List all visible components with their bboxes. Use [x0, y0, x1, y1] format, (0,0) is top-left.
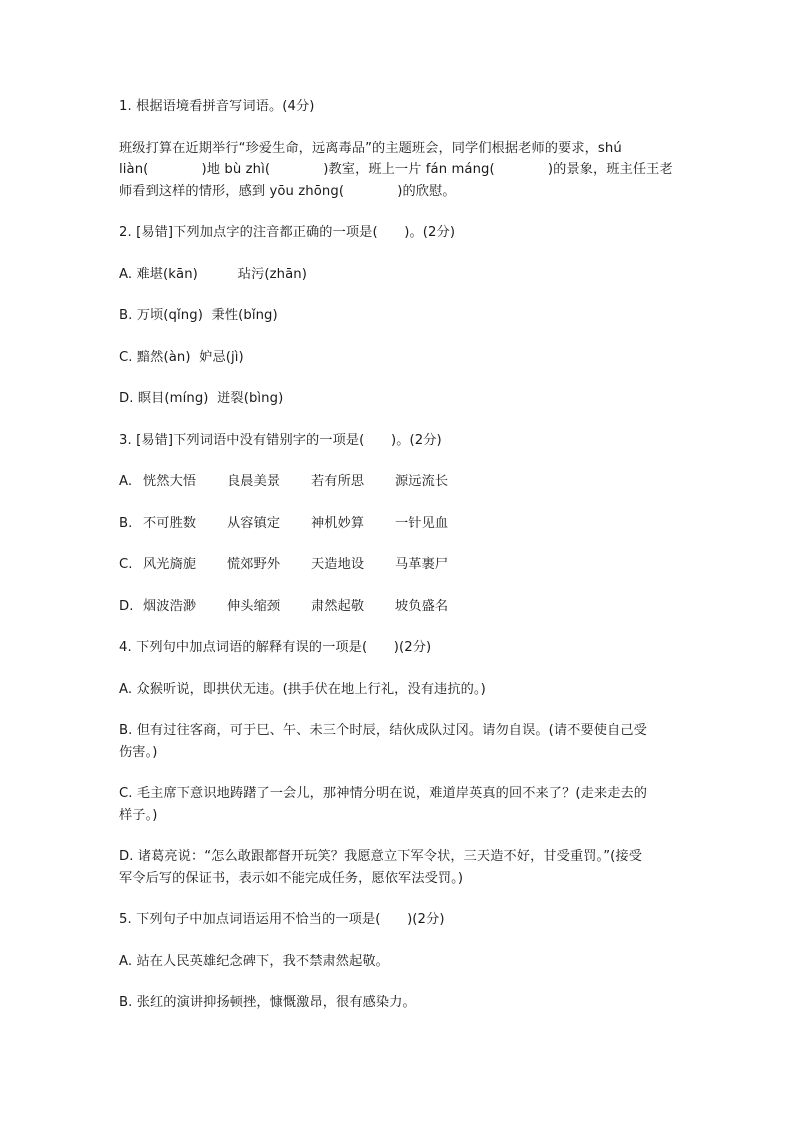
q4-option-d-line-2: 军令后写的保证书，表示如不能完成任务，愿依军法受罚。) [119, 870, 464, 886]
q4-option-a: A. 众猴听说，即拱伏无违。(拱手伏在地上行礼，没有违抗的。) [119, 681, 486, 697]
option-word: 良晨美景 [227, 474, 281, 489]
q2-option-d: D. 瞑目(míng) 迸裂(bìng) [119, 391, 284, 406]
q3-option-a [119, 471, 679, 493]
option-word: 从容镇定 [227, 515, 281, 531]
option-word: 源远流长 [395, 474, 449, 489]
option-word: 天造地设 [311, 557, 365, 572]
option-word: 不可胜数 [143, 515, 197, 531]
q3-option-d [119, 596, 679, 618]
q5-title: 5. 下列句子中加点词语运用不恰当的一项是( )(2分) [119, 912, 445, 927]
option-label: D. [119, 598, 134, 614]
q1-title: 1. 根据语境看拼音写词语。(4分) [119, 99, 315, 114]
option-word: 慌郊野外 [227, 557, 281, 572]
q5-option-a: A. 站在人民英雄纪念碑下，我不禁肃然起敬。 [119, 953, 389, 969]
q2-title: 2. [易错]下列加点字的注音都正确的一项是( )。(2分) [119, 225, 456, 240]
option-label: B. [119, 515, 133, 531]
q4-option-c-line-1: C. 毛主席下意识地踌躇了一会儿，那神情分明在说，难道岸英真的回不来了？(走来走去的 [119, 786, 648, 801]
option-word: 伸头缩颈 [227, 598, 281, 614]
option-label: C. [119, 557, 133, 572]
option-word: 风光旖旎 [143, 557, 197, 572]
q1-passage [119, 138, 679, 203]
q4-option-d [119, 846, 679, 889]
q1-line-1: 班级打算在近期举行“珍爱生命，远离毒品”的主题班会，同学们根据老师的要求，shú [119, 140, 622, 156]
q4-title: 4. 下列句中加点词语的解释有误的一项是( )(2分) [119, 640, 432, 655]
option-word: 烟波浩渺 [143, 598, 197, 614]
option-word: 马革裹尸 [395, 557, 449, 572]
q4-option-b-line-1: B. 但有过往客商，可于巳、午、未三个时辰，结伙成队过冈。请勿自误。(请不要使自己受 [119, 723, 647, 738]
q1-line-3: 师看到这样的情形，感到 yōu zhōng( )的欣慰。 [119, 183, 456, 199]
q2-option-b: B. 万顷(qǐng) 秉性(bǐng) [119, 308, 278, 323]
q4-option-d-line-1: D. 诸葛亮说：“怎么敢跟都督开玩笑？我愿意立下军令状，三天造不好，甘受重罚。”(接受 [119, 849, 642, 864]
q2-option-a: A. 难堪(kān) 玷污(zhān) [119, 266, 307, 282]
q4-option-b [119, 720, 679, 763]
q1-line-2: liàn( )地 bù zhì( )教室，班上一片 fán máng( )的景象，班主任王老 [119, 162, 673, 177]
option-word: 肃然起敬 [311, 598, 365, 614]
option-word: 一针见血 [395, 515, 449, 531]
q3-option-c [119, 554, 679, 576]
q4-option-c [119, 783, 679, 826]
q4-option-c-line-2: 样子。) [119, 807, 158, 823]
q3-title: 3. [易错]下列词语中没有错别字的一项是( )。(2分) [119, 432, 442, 448]
option-word: 恍然大悟 [143, 474, 197, 489]
option-label: A. [119, 474, 133, 489]
q4-option-b-line-2: 伤害。) [119, 744, 158, 760]
q5-option-b: B. 张红的演讲抑扬顿挫，慷慨激昂，很有感染力。 [119, 995, 416, 1010]
exam-content [119, 96, 679, 1034]
option-word: 坡负盛名 [395, 598, 449, 614]
q3-option-b [119, 513, 679, 535]
option-word: 神机妙算 [311, 515, 365, 531]
q2-option-c: C. 黯然(àn) 妒忌(jì) [119, 349, 244, 365]
option-word: 若有所思 [311, 474, 365, 489]
